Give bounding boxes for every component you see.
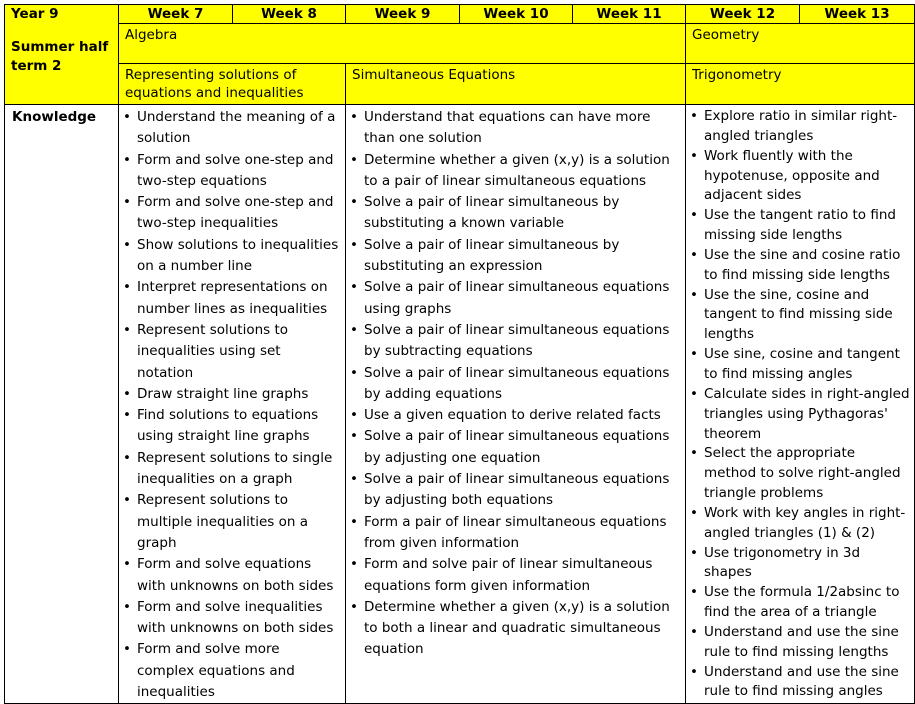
knowledge-item-text: Determine whether a given (x,y) is a solution to both a linear and quadratic simultaneous equation [364,598,670,658]
year-label: Year 9 [11,6,59,22]
knowledge-item [686,246,910,286]
knowledge-item [346,512,681,555]
bullet-icon: • [350,513,358,530]
knowledge-item [686,385,910,445]
bullet-icon: • [350,428,358,445]
knowledge-item [686,345,910,385]
week-13-header: Week 13 [800,5,915,24]
knowledge-item [686,286,910,346]
knowledge-item-text: Use the sine and cosine ratio to find missing side lengths [704,246,901,283]
week-7-header: Week 7 [119,5,233,24]
knowledge-item-text: Solve a pair of linear simultaneous equations by adjusting both equations [364,471,670,509]
algebra-topic-cell: Algebra [119,24,686,64]
knowledge-label-cell [5,105,119,704]
knowledge-item-text: Represent solutions to single inequalities on a graph [137,449,333,488]
knowledge-item-text: Use the tangent ratio to find missing side lengths [704,207,896,244]
knowledge-item [346,469,681,512]
bullet-icon: • [123,407,131,424]
knowledge-item-text: Understand and use the sine rule to find missing lengths [704,623,899,660]
knowledge-item [346,192,681,235]
year-term-cell [5,5,119,105]
subtopic-inequalities-cell: Representing solutions of equations and inequalities [119,64,346,105]
knowledge-item-text: Find solutions to equations using straight line graphs [137,407,319,445]
knowledge-col3-list [686,107,910,702]
bullet-icon: • [123,556,131,573]
knowledge-item-text: Form and solve equations with unknowns on both sides [137,556,334,594]
knowledge-col2-cell [346,105,686,704]
bullet-icon: • [690,663,698,680]
bullet-icon: • [350,194,358,211]
knowledge-item-text: Solve a pair of linear simultaneous equations using graphs [364,279,670,317]
week-12-header: Week 12 [686,5,800,24]
week-9-header: Week 9 [346,5,460,24]
subtopic-row [5,64,915,105]
subtopic-trigonometry-cell: Trigonometry [686,64,915,105]
bullet-icon: • [123,492,131,509]
knowledge-item-text: Understand that equations can have more than one solution [364,109,651,147]
bullet-icon: • [350,364,358,381]
knowledge-item [686,147,910,207]
bullet-icon: • [690,385,698,402]
knowledge-item [119,277,341,320]
knowledge-item [346,426,681,469]
knowledge-item-text: Understand the meaning of a solution [137,109,336,147]
bullet-icon: • [690,445,698,462]
bullet-icon: • [123,194,131,211]
knowledge-item-text: Form and solve one-step and two-step inequalities [137,194,334,232]
curriculum-table-wrapper [4,4,914,701]
knowledge-item [119,384,341,405]
knowledge-item [686,583,910,623]
bullet-icon: • [350,407,358,424]
knowledge-item-text: Use a given equation to derive related facts [364,407,661,424]
knowledge-item [686,206,910,246]
week-8-header: Week 8 [233,5,346,24]
bullet-icon: • [690,207,698,224]
bullet-icon: • [350,556,358,573]
bullet-icon: • [350,279,358,296]
knowledge-item-text: Form and solve more complex equations and inequalities [137,641,295,701]
knowledge-item [686,107,910,147]
topic-row [5,24,915,64]
knowledge-item [346,405,681,426]
subtopic-simultaneous-cell: Simultaneous Equations [346,64,686,105]
bullet-icon: • [123,449,131,466]
knowledge-item-text: Understand and use the sine rule to find missing angles [704,663,899,700]
bullet-icon: • [123,109,131,125]
bullet-icon: • [350,236,358,253]
bullet-icon: • [690,108,698,124]
knowledge-item-text: Work with key angles in right-angled triangles (1) & (2) [704,504,906,541]
knowledge-item [346,277,681,320]
knowledge-item [119,448,341,491]
knowledge-item-text: Solve a pair of linear simultaneous equations by adjusting one equation [364,428,670,466]
knowledge-col1-list [119,107,341,703]
knowledge-item [346,150,681,193]
knowledge-item-text: Calculate sides in right-angled triangles using Pythagoras' theorem [704,385,910,442]
knowledge-item [346,320,681,363]
bullet-icon: • [690,504,698,521]
knowledge-item [119,320,341,384]
knowledge-item-text: Use sine, cosine and tangent to find missing angles [704,346,900,382]
knowledge-row [5,105,915,704]
knowledge-item-text: Form and solve inequalities with unknowns on both sides [137,598,334,637]
knowledge-label: Knowledge [12,109,97,125]
knowledge-item-text: Represent solutions to multiple inequalities on a graph [137,492,308,551]
knowledge-item-text: Solve a pair of linear simultaneous equations by adding equations [364,364,670,402]
bullet-icon: • [123,641,131,658]
bullet-icon: • [690,286,698,303]
bullet-icon: • [123,385,131,402]
knowledge-item-text: Form and solve pair of linear simultaneous equations form given information [364,556,653,594]
knowledge-col2-list [346,107,681,661]
knowledge-item-text: Work fluently with the hypotenuse, opposite and adjacent sides [704,147,880,204]
knowledge-col3-cell [686,105,915,704]
bullet-icon: • [350,321,358,338]
knowledge-item-text: Solve a pair of linear simultaneous equations by subtracting equations [364,321,670,360]
bullet-icon: • [350,109,358,125]
bullet-icon: • [690,584,698,601]
knowledge-item-text: Draw straight line graphs [137,385,309,402]
knowledge-item [346,597,681,661]
knowledge-item [686,623,910,663]
knowledge-item-text: Use the formula 1/2absinc to find the area of a triangle [704,584,900,621]
knowledge-item [119,554,341,597]
knowledge-item [346,235,681,278]
bullet-icon: • [350,598,358,615]
week-11-header: Week 11 [573,5,686,24]
curriculum-table [4,4,915,704]
knowledge-item-text: Use the sine, cosine and tangent to find missing side lengths [704,286,893,343]
bullet-icon: • [690,246,698,263]
bullet-icon: • [690,623,698,640]
knowledge-item [119,490,341,554]
knowledge-item [686,663,910,703]
knowledge-item [346,363,681,406]
knowledge-item-text: Use trigonometry in 3d shapes [704,544,861,581]
knowledge-col1-cell [119,105,346,704]
knowledge-item [119,150,341,193]
knowledge-item-text: Select the appropriate method to solve right-angled triangle problems [704,445,901,502]
knowledge-item-text: Interpret representations on number lines as inequalities [137,279,328,317]
knowledge-item [119,639,341,703]
geometry-topic-cell: Geometry [686,24,915,64]
knowledge-item-text: Explore ratio in similar right-angled triangles [704,108,898,144]
bullet-icon: • [350,151,358,168]
bullet-icon: • [690,544,698,561]
knowledge-item-text: Solve a pair of linear simultaneous by substituting an expression [364,236,620,275]
knowledge-item-text: Form and solve one-step and two-step equations [137,151,334,189]
knowledge-item [686,544,910,584]
week-10-header: Week 10 [460,5,573,24]
knowledge-item [346,107,681,150]
knowledge-item [346,554,681,597]
bullet-icon: • [690,147,698,164]
week-header-row [5,5,915,24]
knowledge-item-text: Determine whether a given (x,y) is a solution to a pair of linear simultaneous equations [364,151,670,189]
bullet-icon: • [123,279,131,296]
knowledge-item [686,444,910,504]
knowledge-item-text: Form a pair of linear simultaneous equations from given information [364,513,667,551]
knowledge-item [119,235,341,278]
knowledge-item-text: Show solutions to inequalities on a number line [137,236,339,275]
knowledge-item [119,107,341,150]
term-label: Summer half term 2 [11,39,109,74]
bullet-icon: • [123,151,131,168]
knowledge-item-text: Represent solutions to inequalities using set notation [137,321,289,381]
bullet-icon: • [690,346,698,363]
bullet-icon: • [123,598,131,615]
knowledge-item [119,405,341,448]
bullet-icon: • [123,236,131,253]
bullet-icon: • [350,471,358,488]
bullet-icon: • [123,321,131,338]
knowledge-item-text: Solve a pair of linear simultaneous by substituting a known variable [364,194,620,232]
knowledge-item [686,504,910,544]
knowledge-item [119,597,341,640]
knowledge-item [119,192,341,235]
